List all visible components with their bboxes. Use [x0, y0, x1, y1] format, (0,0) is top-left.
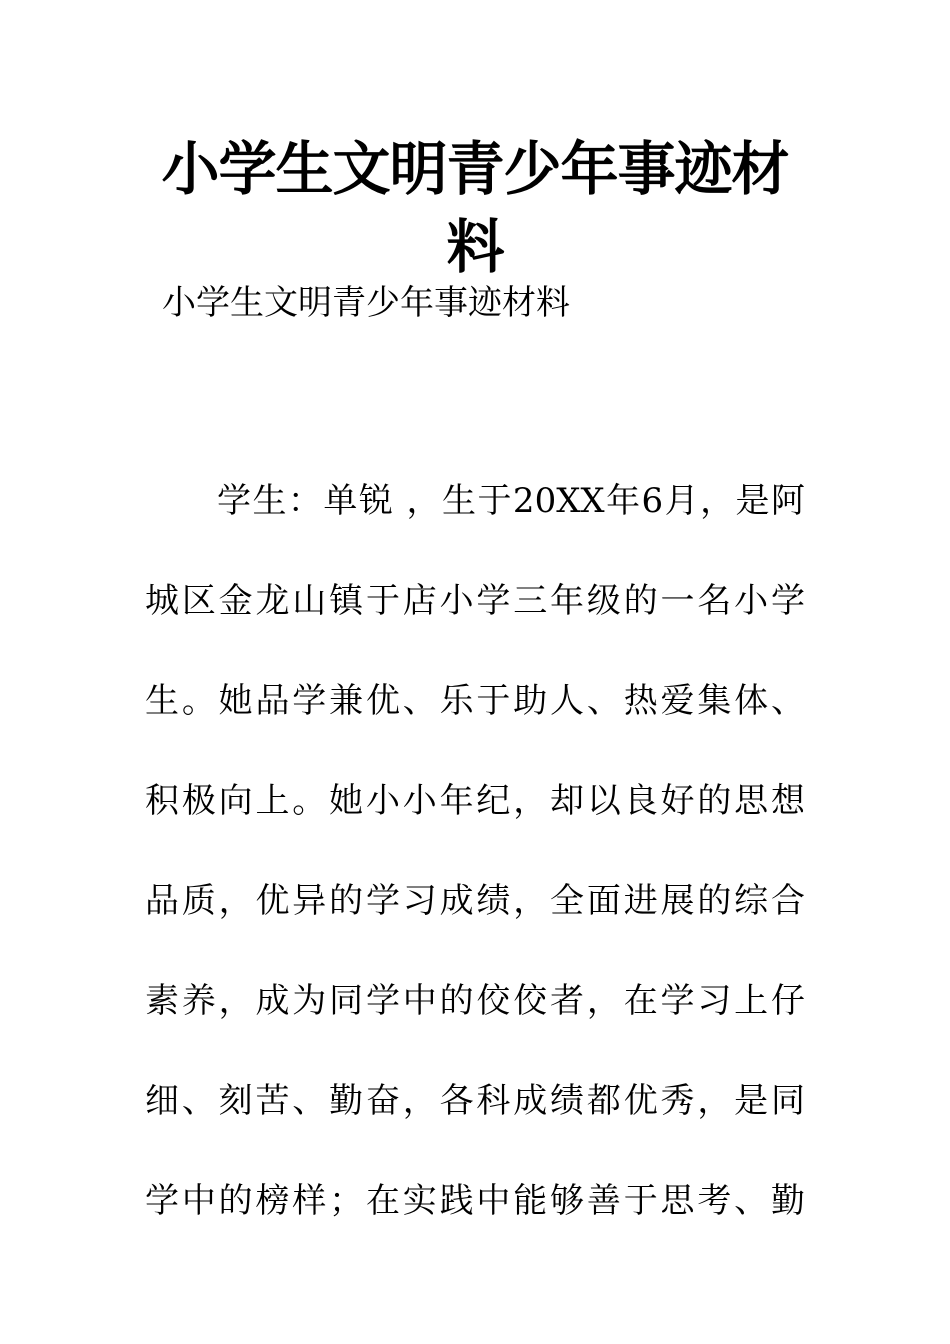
- paragraph-line: 学生：单锐 ，生于20XX年6月，是阿: [217, 481, 805, 521]
- paragraph-line: 积极向上。她小小年纪，却以良好的思想: [145, 781, 805, 821]
- paragraph-line: 生。她品学兼优、乐于助人、热爱集体、: [145, 681, 805, 721]
- paragraph-line: 学中的榜样；在实践中能够善于思考、勤: [145, 1181, 805, 1221]
- paragraph-line: 品质，优异的学习成绩，全面进展的综合: [145, 881, 805, 921]
- paragraph-line: 细、刻苦、勤奋，各科成绩都优秀，是同: [145, 1081, 805, 1121]
- document-subtitle: 小学生文明青少年事迹材料: [162, 283, 570, 323]
- paragraph-line: 素养，成为同学中的佼佼者，在学习上仔: [145, 981, 805, 1021]
- body-paragraph: [145, 470, 805, 1270]
- paragraph-line: 城区金龙山镇于店小学三年级的一名小学: [145, 581, 805, 621]
- document-title: 小学生文明青少年事迹材料: [161, 135, 789, 281]
